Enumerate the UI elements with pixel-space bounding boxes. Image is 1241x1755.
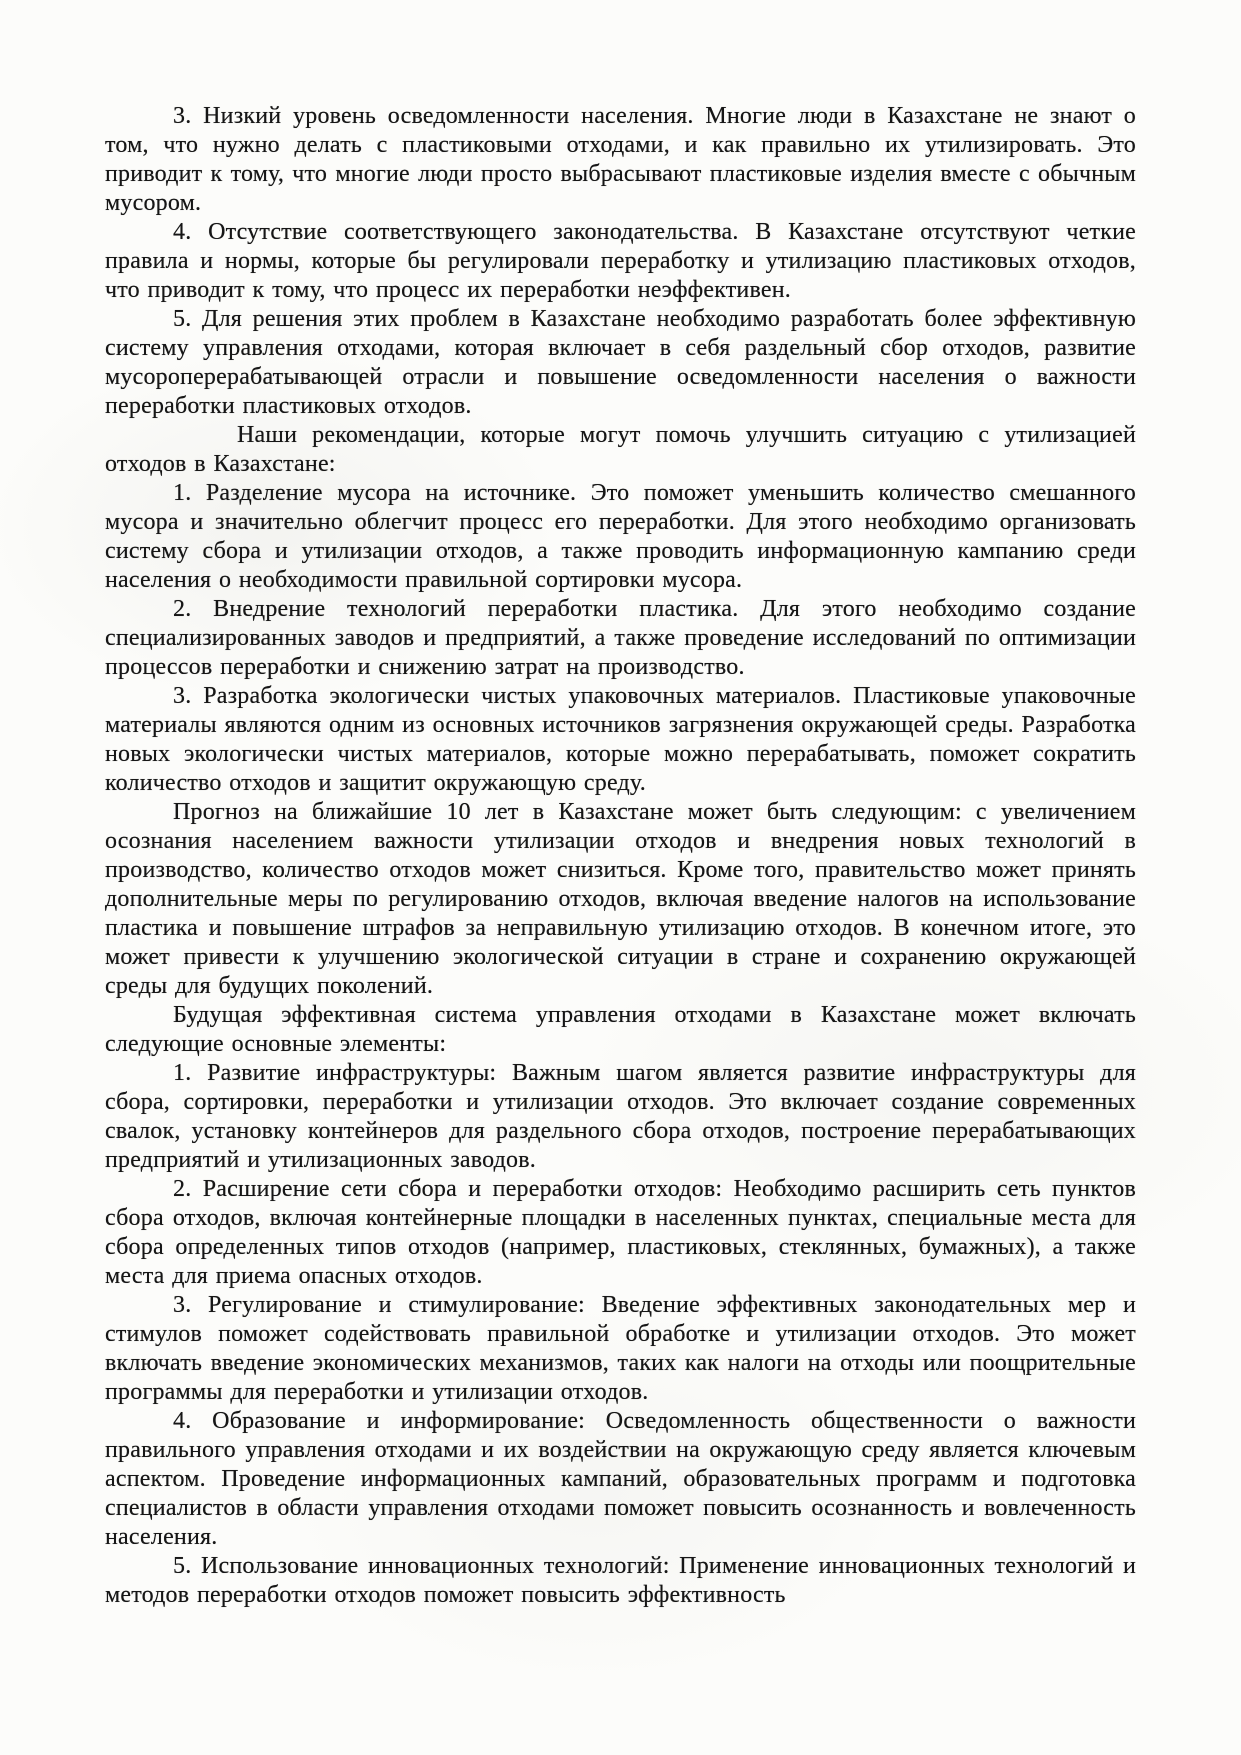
paragraph: 3. Регулирование и стимулирование: Введение эффективных законодательных мер и стимулов поможет содействовать правильной обработке и утилизации отходов. Это может включать введение экономических механизмов, таких как налоги на отходы или поощрительные программы для переработки и утилизации отходов. <box>105 1292 1136 1405</box>
paragraph: Будущая эффективная система управления отходами в Казахстане может включать следующие основные элементы: <box>105 1002 1136 1057</box>
paragraph: 1. Разделение мусора на источнике. Это поможет уменьшить количество смешанного мусора и значительно облегчит процесс его переработки. Для этого необходимо организовать систему сбора и утилизации отходов, а также проводить информационную кампанию среди населения о необходимости правильной сортировки мусора. <box>105 480 1136 593</box>
paragraph: Наши рекомендации, которые могут помочь улучшить ситуацию с утилизацией отходов в Казахстане: <box>105 422 1136 477</box>
paragraph: 5. Для решения этих проблем в Казахстане необходимо разработать более эффективную систему управления отходами, которая включает в себя раздельный сбор отходов, развитие мусороперерабатывающей отрасли и повышение осведомленности населения о важности переработки пластиковых отходов. <box>105 306 1136 419</box>
paragraph: 3. Низкий уровень осведомленности населения. Многие люди в Казахстане не знают о том, что нужно делать с пластиковыми отходами, и как правильно их утилизировать. Это приводит к тому, что многие люди просто выбрасывают пластиковые изделия вместе с обычным мусором. <box>105 103 1136 216</box>
paragraph: 2. Внедрение технологий переработки пластика. Для этого необходимо создание специализированных заводов и предприятий, а также проведение исследований по оптимизации процессов переработки и снижению затрат на производство. <box>105 596 1136 680</box>
paragraph: 3. Разработка экологически чистых упаковочных материалов. Пластиковые упаковочные материалы являются одним из основных источников загрязнения окружающей среды. Разработка новых экологически чистых материалов, которые можно перерабатывать, поможет сократить количество отходов и защитит окружающую среду. <box>105 683 1136 796</box>
document-body <box>105 102 1136 1610</box>
paragraph: 4. Отсутствие соответствующего законодательства. В Казахстане отсутствуют четкие правила и нормы, которые бы регулировали переработку и утилизацию пластиковых отходов, что приводит к тому, что процесс их переработки неэффективен. <box>105 219 1136 303</box>
paragraph: 1. Развитие инфраструктуры: Важным шагом является развитие инфраструктуры для сбора, сортировки, переработки и утилизации отходов. Это включает создание современных свалок, установку контейнеров для раздельного сбора отходов, построение перерабатывающих предприятий и утилизационных заводов. <box>105 1060 1136 1173</box>
paragraph: 2. Расширение сети сбора и переработки отходов: Необходимо расширить сеть пунктов сбора отходов, включая контейнерные площадки в населенных пунктах, специальные места для сбора определенных типов отходов (например, пластиковых, стеклянных, бумажных), а также места для приема опасных отходов. <box>105 1176 1136 1289</box>
paragraph: 4. Образование и информирование: Осведомленность общественности о важности правильного управления отходами и их воздействии на окружающую среду является ключевым аспектом. Проведение информационных кампаний, образовательных программ и подготовка специалистов в области управления отходами поможет повысить осознанность и вовлеченность населения. <box>105 1408 1136 1550</box>
paragraph: Прогноз на ближайшие 10 лет в Казахстане может быть следующим: с увеличением осознания населением важности утилизации отходов и внедрения новых технологий в производство, количество отходов может снизиться. Кроме того, правительство может принять дополнительные меры по регулированию отходов, включая введение налогов на использование пластика и повышение штрафов за неправильную утилизацию отходов. В конечном итоге, это может привести к улучшению экологической ситуации в стране и сохранению окружающей среды для будущих поколений. <box>105 799 1136 999</box>
paragraph: 5. Использование инновационных технологий: Применение инновационных технологий и методов переработки отходов поможет повысить эффективность <box>105 1553 1136 1608</box>
